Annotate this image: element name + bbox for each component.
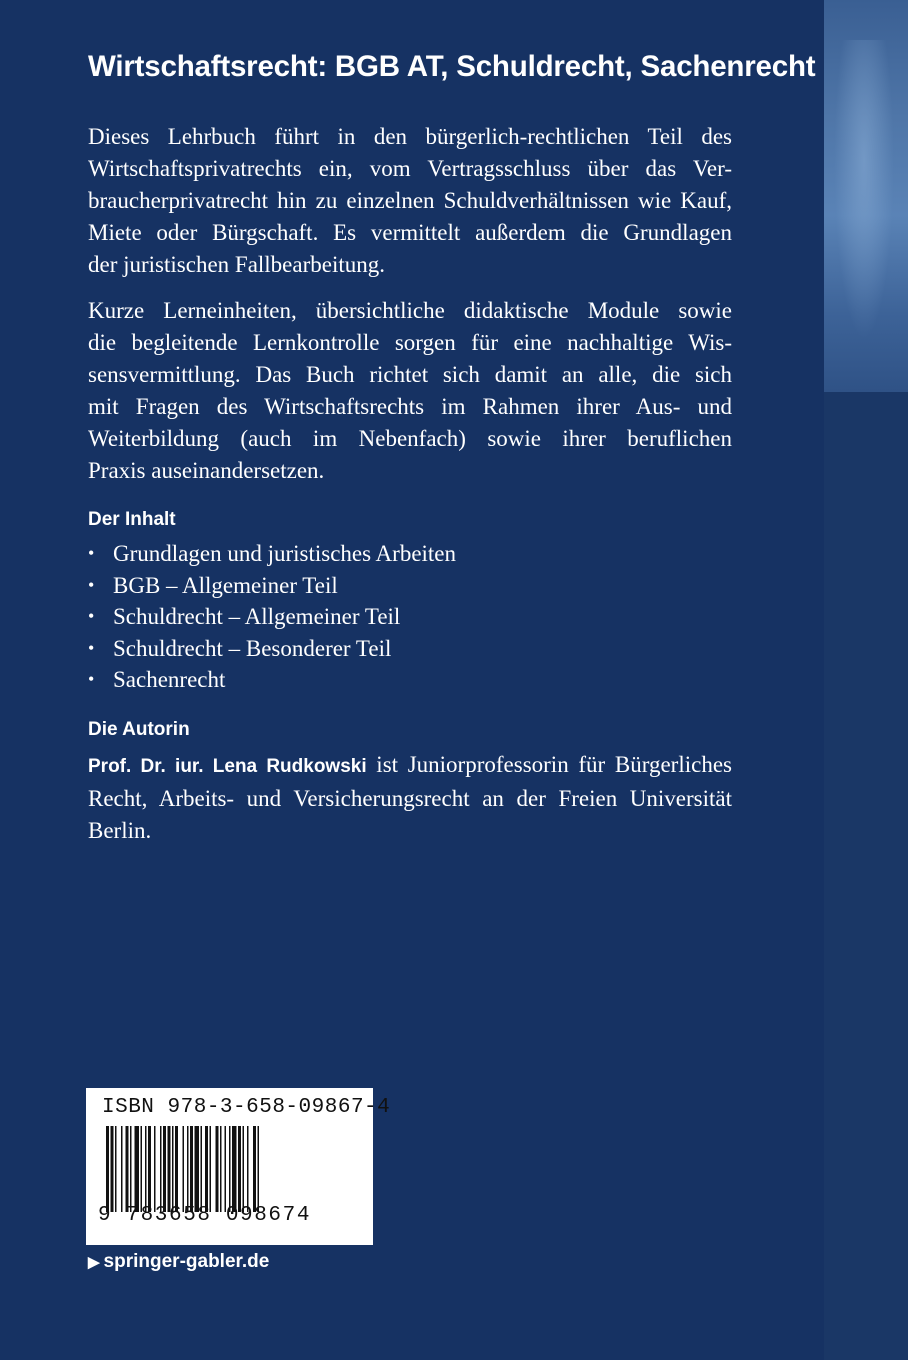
barcode-bar <box>160 1126 162 1212</box>
isbn-barcode <box>86 1088 391 1245</box>
barcode-bar <box>253 1126 256 1212</box>
play-arrow-icon: ▶ <box>88 1254 100 1271</box>
barcode-bar <box>175 1126 178 1212</box>
barcode-bar <box>130 1126 132 1212</box>
barcode-bar <box>163 1126 166 1212</box>
features-line: die begleitende Lernkontrolle sorgen für eine nachhaltige Wis- <box>88 330 732 355</box>
barcode-bar <box>115 1126 117 1212</box>
barcode-bar <box>106 1126 109 1212</box>
barcode-bar <box>258 1126 260 1212</box>
description-line: der juristischen Fallbearbeitung. <box>88 252 386 277</box>
description-line: Dieses Lehrbuch führt in den bürgerlich-rechtlichen Teil des <box>88 124 732 149</box>
features-line: Kurze Lerneinheiten, übersichtliche didaktische Module sowie <box>88 298 732 323</box>
description-line: Wirtschaftsprivatrechts ein, vom Vertragsschluss über das Ver- <box>88 156 732 181</box>
barcode-bar <box>225 1126 227 1212</box>
description-line: Miete oder Bürgschaft. Es vermittelt außerdem die Grundlagen <box>88 220 732 245</box>
ean-digits: 9 783658 098674 <box>98 1204 312 1227</box>
author-line: Prof. Dr. iur. Lena Rudkowski ist Juniorprofessorin für Bürgerliches <box>88 752 732 777</box>
barcode-bars <box>106 1126 353 1212</box>
author-line: Recht, Arbeits- und Versicherungsrecht an der Freien Universität <box>88 786 732 811</box>
isbn-text: ISBN 978-3-658-09867-4 <box>102 1096 391 1119</box>
features-line: Praxis auseinandersetzen. <box>88 458 325 483</box>
barcode-bar <box>238 1126 241 1212</box>
features-paragraph <box>88 295 732 487</box>
website-label: springer-gabler.de <box>103 1251 270 1272</box>
barcode-bar <box>229 1126 231 1212</box>
barcode-bar <box>141 1126 143 1212</box>
barcode-bar <box>190 1126 193 1212</box>
barcode-bar <box>220 1126 222 1212</box>
barcode-bar <box>210 1126 212 1212</box>
book-title: Wirtschaftsrecht: BGB AT, Schuldrecht, Sachenrecht <box>88 50 816 83</box>
barcode-bar <box>195 1126 200 1212</box>
bullet-icon: • <box>88 606 95 627</box>
list-item: • Sachenrecht <box>88 664 456 696</box>
list-item: • Schuldrecht – Besonderer Teil <box>88 633 456 665</box>
barcode-bar <box>247 1126 249 1212</box>
list-item: • Schuldrecht – Allgemeiner Teil <box>88 601 456 633</box>
bullet-icon: • <box>88 637 95 658</box>
description-line: braucherprivatrecht hin zu einzelnen Schuldverhältnissen wie Kauf, <box>88 188 732 213</box>
barcode-bar <box>121 1126 123 1212</box>
features-line: Weiterbildung (auch im Nebenfach) sowie ihrer beruflichen <box>88 426 732 451</box>
barcode-bar <box>168 1126 171 1212</box>
publisher-website[interactable] <box>88 1251 269 1273</box>
author-name: Prof. Dr. iur. Lena Rudkowski <box>88 756 367 777</box>
barcode-bar <box>126 1126 129 1212</box>
barcode-bar <box>243 1126 245 1212</box>
barcode-bar <box>111 1126 114 1212</box>
barcode-bar <box>135 1126 140 1212</box>
cover-photo-strip <box>824 0 908 392</box>
barcode-bar <box>232 1126 237 1212</box>
features-line: sensvermittlung. Das Buch richtet sich damit an alle, die sich <box>88 362 732 387</box>
barcode-bar <box>201 1126 203 1212</box>
barcode-bar <box>172 1126 174 1212</box>
contents-list <box>88 538 456 696</box>
list-item: • Grundlagen und juristisches Arbeiten <box>88 538 456 570</box>
barcode-bar <box>145 1126 147 1212</box>
list-item: • BGB – Allgemeiner Teil <box>88 570 456 602</box>
barcode-bar <box>148 1126 151 1212</box>
author-heading: Die Autorin <box>88 719 190 740</box>
author-line: Berlin. <box>88 818 152 843</box>
barcode-bar <box>183 1126 185 1212</box>
barcode-bar <box>205 1126 208 1212</box>
barcode-bar <box>216 1126 219 1212</box>
author-paragraph <box>88 749 732 847</box>
bullet-icon: • <box>88 669 95 690</box>
barcode-bar <box>154 1126 156 1212</box>
features-line: mit Fragen des Wirtschaftsrechts im Rahmen ihrer Aus- und <box>88 394 732 419</box>
description-paragraph <box>88 121 732 281</box>
bullet-icon: • <box>88 543 95 563</box>
barcode-bar <box>187 1126 189 1212</box>
bullet-icon: • <box>88 574 95 595</box>
contents-heading: Der Inhalt <box>88 509 176 530</box>
